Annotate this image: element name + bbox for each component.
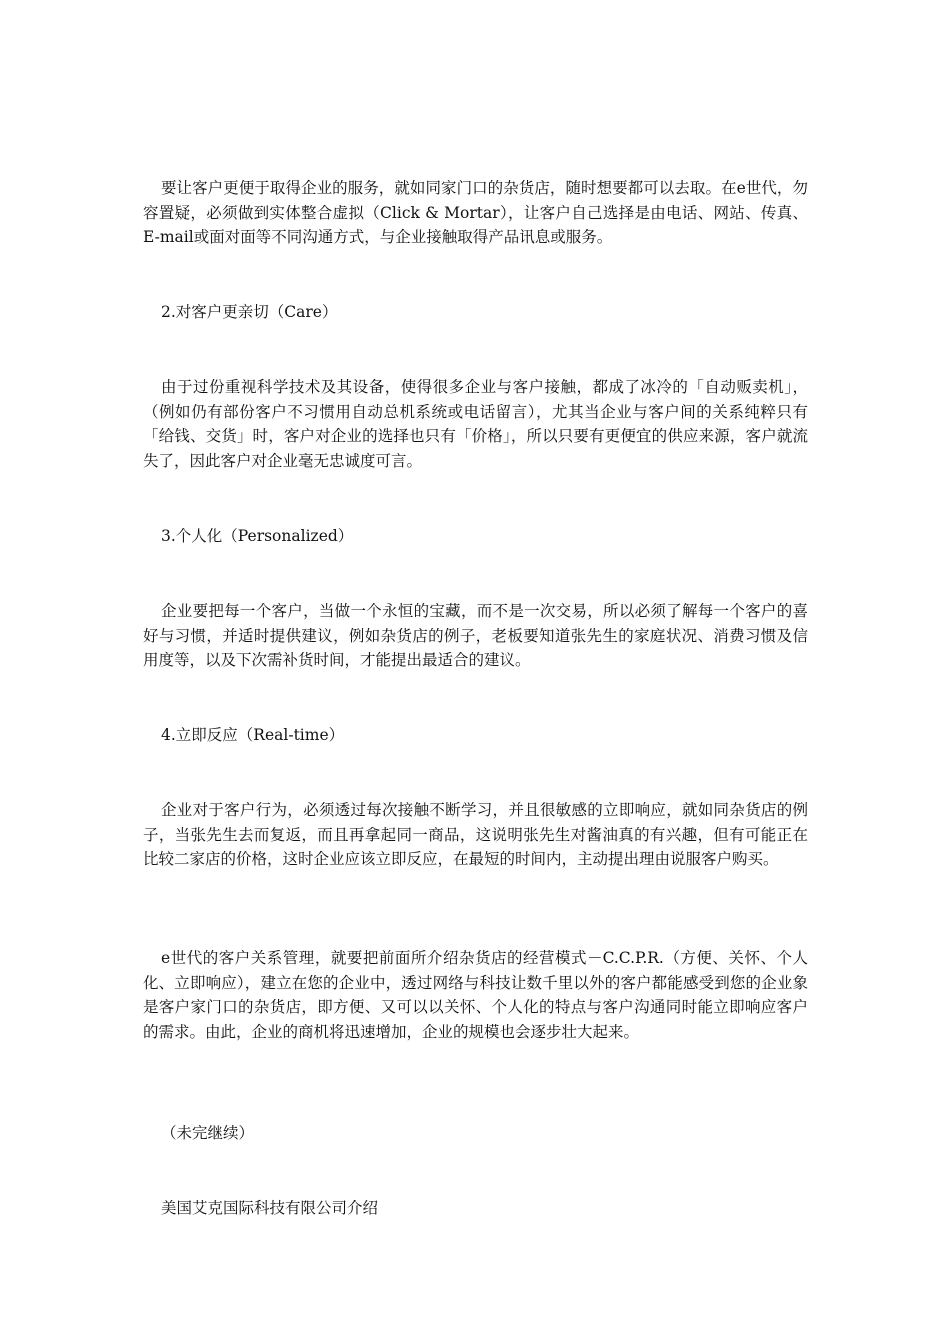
paragraph-convenience: 要让客户更便于取得企业的服务，就如同家门口的杂货店，随时想要都可以去取。在e世代，勿容置疑，必须做到实体整合虚拟（Click & Mortar），让客户自己选择是由电话、网站、传真、E-mail或面对面等不同沟通方式，与企业接触取得产品讯息或服务。 (143, 179, 808, 246)
paragraph-ccpr-summary: e世代的客户关系管理，就要把前面所介绍杂货店的经营模式－C.C.P.R.（方便、关怀、个人化、立即响应），建立在您的企业中，透过网络与科技让数千里以外的客户都能感受到您的企业象是客户家门口的杂货店，即方便、又可以以关怀、个人化的特点与客户沟通同时能立即响应客户的需求。由此，企业的商机将迅速增加，企业的规模也会逐步壮大起来。 (143, 949, 808, 1041)
paragraph-real-time: 企业对于客户行为，必须透过每次接触不断学习，并且很敏感的立即响应，就如同杂货店的例子，当张先生去而复返，而且再拿起同一商品，这说明张先生对酱油真的有兴趣，但有可能正在比较二家店的价格，这时企业应该立即反应，在最短的时间内，主动提出理由说服客户购买。 (143, 801, 808, 868)
to-be-continued-note: （未完继续） (161, 1124, 255, 1142)
heading-personalized: 3.个人化（Personalized） (161, 527, 354, 545)
heading-care: 2.对客户更亲切（Care） (161, 303, 338, 321)
paragraph-personalized: 企业要把每一个客户，当做一个永恒的宝藏，而不是一次交易，所以必须了解每一个客户的喜好与习惯，并适时提供建议，例如杂货店的例子，老板要知道张先生的家庭状况、消费习惯及信用度等，以及下次需补货时间，才能提出最适合的建议。 (143, 602, 808, 669)
heading-real-time: 4.立即反应（Real-time） (161, 726, 345, 744)
company-intro-heading: 美国艾克国际科技有限公司介绍 (161, 1199, 379, 1217)
paragraph-care: 由于过份重视科学技术及其设备，使得很多企业与客户接触，都成了冰冷的「自动贩卖机」，（例如仍有部份客户不习惯用自动总机系统或电话留言），尤其当企业与客户间的关系纯粹只有「给钱、交货」时，客户对企业的选择也只有「价格」，所以只要有更便宜的供应来源，客户就流失了，因此客户对企业毫无忠诚度可言。 (143, 378, 808, 470)
